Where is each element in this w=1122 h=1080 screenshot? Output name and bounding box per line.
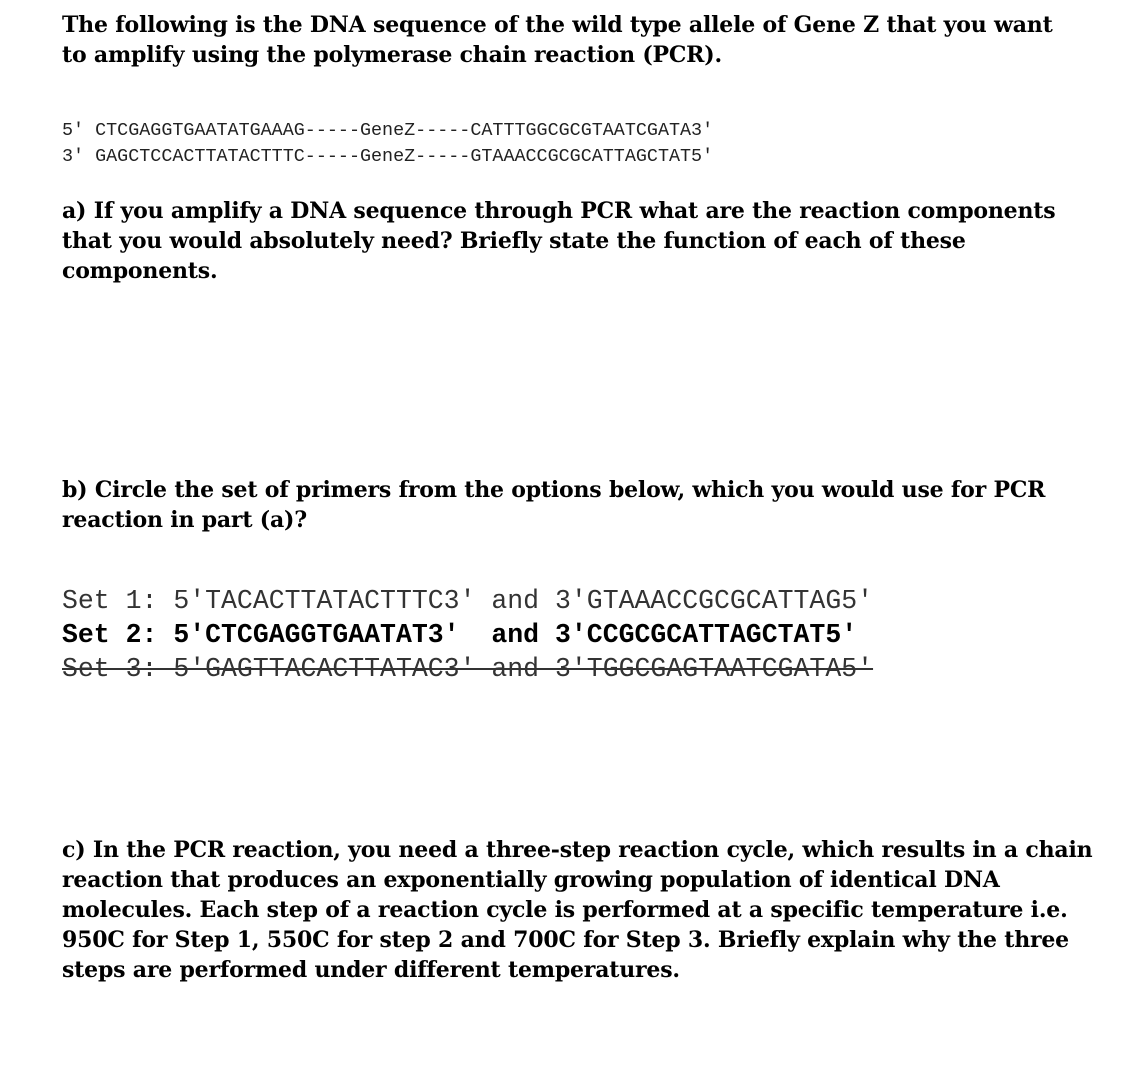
question-a: a) If you amplify a DNA sequence through PCR what are the reaction components that you would absolutely need? Briefly state the function of each of these components. xyxy=(62,198,1056,284)
dna-top-strand: 5′ CTCGAGGTGAATATGAAAG-----GeneZ-----CATTTGGCGCGTAATCGATA3′ xyxy=(62,120,714,141)
primer-set-1: Set 1: 5′TACACTTATACTTTC3′ and 3′GTAAACCGCGCATTAG5′ xyxy=(62,586,874,616)
primer-set-2: Set 2: 5′CTCGAGGTGAATAT3′ and 3′CCGCGCATTAGCTAT5′ xyxy=(62,620,858,650)
intro-text: The following is the DNA sequence of the wild type allele of Gene Z that you want to amplify using the polymerase chain reaction (PCR). xyxy=(62,12,1053,68)
primer-set-3: Set 3: 5′GAGTTACACTTATAC3′ and 3′TGGCGAGTAATCGATA5′ xyxy=(62,654,874,684)
question-c: c) In the PCR reaction, you need a three-step reaction cycle, which results in a chain reaction that produces an exponentially growing population of identical DNA molecules. Each step of a reaction cycle is performed at a specific temperature i.e. 950C for Step 1, 550C for step 2 and 700C for Step 3. Briefly explain why the three steps are performed under different temperatures. xyxy=(62,837,1093,983)
question-b: b) Circle the set of primers from the options below, which you would use for PCR reaction in part (a)? xyxy=(62,477,1046,533)
dna-bottom-strand: 3′ GAGCTCCACTTATACTTTC-----GeneZ-----GTAAACCGCGCATTAGCTAT5′ xyxy=(62,146,714,167)
